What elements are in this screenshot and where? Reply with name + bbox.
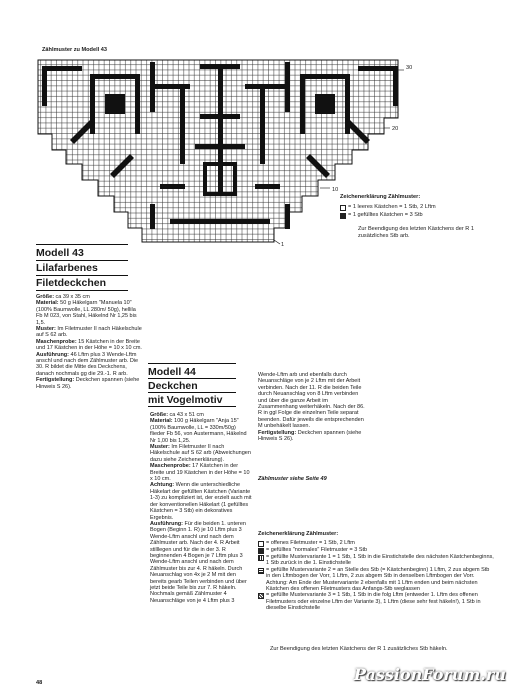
model43-p5: Fertigstellung: Deckchen spannen (siehe Hinweis S 26). [36,377,140,390]
legend43-empty: = 1 leeres Kästchen = 1 Stb, 2 Lftm [340,204,436,211]
chart-title: Zählmuster zu Modell 43 [42,47,107,53]
model44-finish: Fertigstellung: Deckchen spannen (siehe Hinweis S 26). [258,429,362,443]
row-label-10: 10 [332,187,339,193]
row-label-20: 20 [392,126,399,132]
model44-p0: Größe: ca 43 x 51 cm [150,412,204,418]
model44-subtitle1: Deckchen [148,380,198,392]
model44-p5: Ausführung: Für die beiden 1. unteren Bogen (Beginn 1. R) je 10 Lftm plus 3 Wende-Lftm anschl und nach dem Zählmuster arb. Nach der 4. R Arbeit stilllegen und für die in der 3. R beginnenden 4 Bogen je 7 Lftm plus 3 Wende-Lftm anschl und nach dem Zählmuster bis zur 4. R häkeln. Durch Neuanschlag von 4x je 2 M mit den bereits gearb Teilen verbinden und über jetzt beide Teile bis zur 7. R häkeln. Nochmals gemäß Zählmuster 4 Neuanschläge von je 4 Lftm plus 3 [150,520,247,604]
row-label-1: 1 [281,242,285,248]
model43-body [36,294,142,390]
filled-square-icon [340,213,346,219]
legend44-note: Zur Beendigung des letzten Kästchens der R 1 zusätzliches Stb häkeln. [270,646,448,652]
model44-p1: Material: 100 g Häkelgarn "Anja 15" (100% Baumwolle, LL = 330m/50g) flieder Fb 56, von Austermann, Häkelnd Nr 1,00 bis 1,25. [150,418,247,444]
filet-crochet-chart [30,54,413,254]
model44-heading: Modell 44 [148,366,196,378]
model43-p1: Material: 50 g Häkelgarn "Manuela 10" (100% Baumwolle, LL 280m/ 50g), hellila Fb M 023, von Stahl, Häkelnd Nr 1,25 bis 1,5. [36,300,137,326]
model43-p4: Ausführung: 46 Lftm plus 3 Wende-Lftm anschl und nach dem Zählmuster arb. Die 30. R bildet die Mitte des Deckchens, danach nochmals gg die 29.-1. R arb. [36,351,139,377]
model43-p0: Größe: ca 39 x 35 cm [36,294,90,300]
empty-square-icon [340,205,346,211]
model43-p3: Maschenprobe: 15 Kästchen in der Breite und 17 Kästchen in der Höhe = 10 x 10 cm. [36,338,142,352]
model43-subtitle2: Filetdeckchen [36,277,107,289]
model43-subtitle1: Lilafarbenes [36,262,98,274]
legend44-item-var3: = gefüllte Mustervariante 3 = 1 Stb, 1 Stb in die folg Lftm (entweder 1. Lftm des offenen Filetmusters oder einzelne Lftm der Variante 3), 1 Lftm (diese sehr fest häkeln!), 1 Stb in dieselbe Einstichstelle [258,592,494,611]
legend43-filled: = 1 gefülltes Kästchen = 3 Stb [340,212,423,219]
variant2-square-icon [258,568,264,574]
legend44-title: Zeichenerklärung Zählmuster: [258,531,339,537]
legend44-item-var2: = gefüllte Mustervariante 2 = an Stelle des Stb (= Kästchenbeginn) 1 Lftm, 2 zus abgem Stb in den Lftmbogen der Vorr, 1 Lftm, 2 zus abgem Stb in denselben Lftmbogen der Vorr. Achtung: Am Ende der Mustervariante 2 ebenfalls mit 1 Lftm enden und beim nächsten Kästchen des offenen Filetmusters das Anfangs-Stb weglassen [258,567,494,593]
legend43-note: Zur Beendigung des letzten Kästchens der R 1 zusätzliches Stb arb. [358,226,474,239]
filled-square-icon [258,548,264,554]
legend44-item-var1: = gefüllte Mustervariante 1 = 1 Stb, 1 Stb in die Einstichstelle des nächsten Kästchenbeginns, 1 Stb zurück in die 1. Einstichstelle [258,554,494,567]
legend44-item-normal: = gefülltes "normales" Filetmuster = 3 Stb [258,547,494,554]
legend43-title: Zeichenerklärung Zählmuster: [340,194,421,200]
model44-subtitle2: mit Vogelmotiv [148,394,223,406]
model43-heading: Modell 43 [36,247,84,259]
model43-p2: Muster: Im Filetmuster II nach Häkelschule auf S 62 arb. [36,326,142,339]
page-number: 48 [36,680,43,686]
empty-square-icon [258,541,264,547]
row-label-30: 30 [406,65,413,71]
legend44-item-open: = offenes Filetmuster = 1 Stb, 2 Lftm [258,540,494,547]
model44-p2: Muster: Im Filetmuster II nach Häkelschule auf S 62 arb (Abweichungen dazu siehe Zeichenerklärung). [150,444,251,463]
model44-p3: Maschenprobe: 17 Kästchen in der Breite und 19 Kästchen in der Höhe = 10 x 10 cm. [150,463,250,483]
watermark: PassionForum.ru [353,665,506,684]
model44-p4: Achtung: Wenn die unterschiedliche Häkelart der gefüllten Kästchen (Variante 1-3) zu kompliziert ist, der erzielt auch mit der konventionellen Häkelart (1 gefülltes Kästchen = 3 Stb) ein dekoratives Ergebnis. [150,482,252,521]
model44-body [150,412,252,604]
see-page-note: Zählmuster siehe Seite 49 [258,476,327,482]
variant1-square-icon [258,555,264,561]
variant3-square-icon [258,593,264,599]
legend44-items [258,540,494,612]
model44-continuation: Wende-Lftm arb und ebenfalls durch Neuanschläge von je 2 Lftm mit der Arbeit verbinden. Nach der 11. R die beiden Teile durch Neuanschlag von 8 Lftm verbinden und über die ganze Arbeit im Zusammenhang weiterhäkeln. Nach der 86. R in ggl Folge die einzelnen Teile separat beenden. Dafür jeweils die entsprechenden M unbehäkelt lassen. Fertigstellung: Deckchen spannen (siehe Hinweis S 26). [258,372,365,443]
